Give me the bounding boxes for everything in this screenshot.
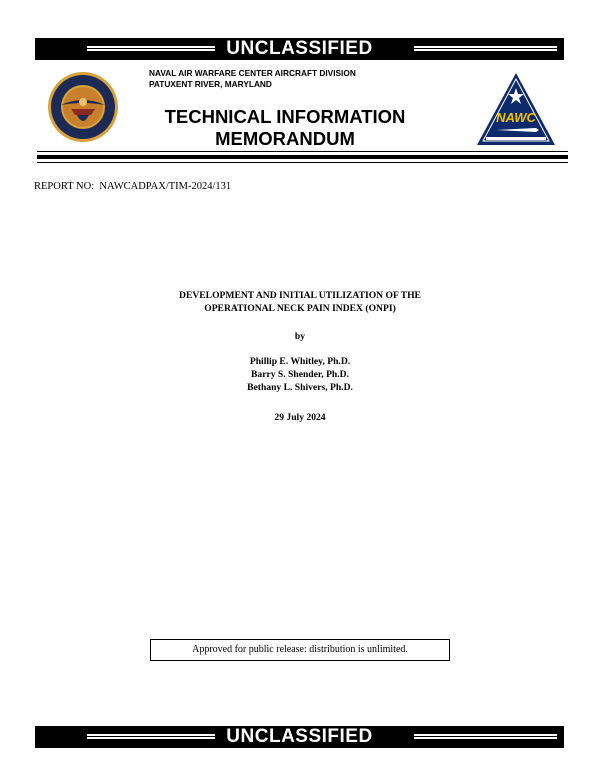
banner-decor-right <box>414 46 557 51</box>
document-date: 29 July 2024 <box>274 412 326 423</box>
header-rule-thick <box>37 155 568 159</box>
document-title-line2: OPERATIONAL NECK PAIN INDEX (ONPI) <box>204 303 396 314</box>
byline: by <box>294 331 306 342</box>
report-number <box>34 181 231 192</box>
organization-header <box>149 68 356 90</box>
navair-seal-logo-icon <box>47 71 119 143</box>
document-title <box>100 289 500 315</box>
author-name: Phillip E. Whitley, Ph.D. <box>249 356 351 367</box>
nawc-wordmark: NAWC <box>496 110 536 125</box>
memo-title-line1: TECHNICAL INFORMATION <box>164 106 406 127</box>
memo-type-title <box>140 106 430 150</box>
nawc-triangle-logo-icon <box>476 72 556 146</box>
classification-banner-bottom <box>35 726 564 748</box>
banner-decor-right <box>414 734 557 739</box>
author-name: Bethany L. Shivers, Ph.D. <box>247 382 353 393</box>
classification-label: UNCLASSIFIED <box>226 726 373 747</box>
author-name: Barry S. Shender, Ph.D. <box>251 369 349 380</box>
org-name: NAVAL AIR WARFARE CENTER AIRCRAFT DIVISION <box>149 68 356 78</box>
distribution-statement: Approved for public release: distribution is unlimited. <box>150 639 450 661</box>
org-location: PATUXENT RIVER, MARYLAND <box>149 79 272 89</box>
memo-title-line2: MEMORANDUM <box>215 128 355 149</box>
classification-label: UNCLASSIFIED <box>226 38 373 59</box>
classification-banner-top <box>35 38 564 60</box>
header-rule-bottom <box>37 162 568 163</box>
author-list <box>100 355 500 394</box>
document-title-line1: DEVELOPMENT AND INITIAL UTILIZATION OF THE <box>179 290 421 301</box>
report-number-label: REPORT NO: <box>34 181 95 192</box>
report-number-value: NAWCADPAX/TIM-2024/131 <box>99 181 232 192</box>
header-rule-thin <box>37 151 568 152</box>
